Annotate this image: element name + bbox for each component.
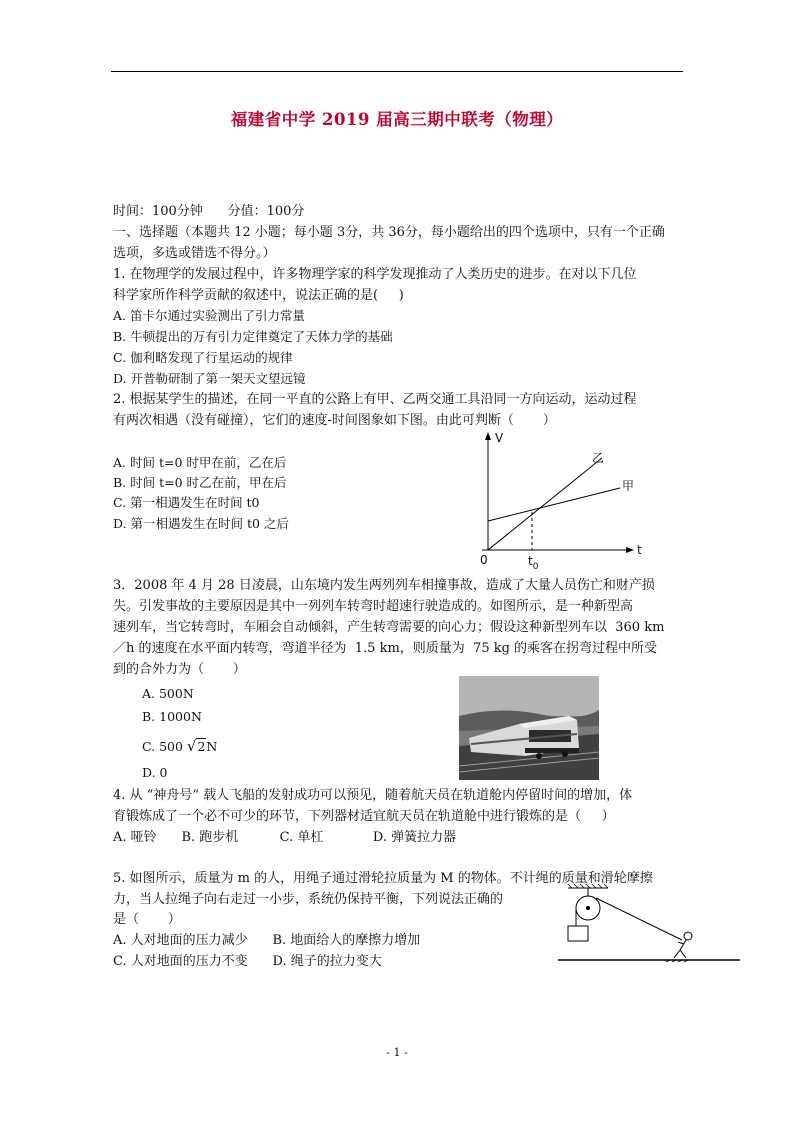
q3-stem-line3: 速列车，当它转弯时，车厢会自动倾斜，产生转弯需要的向心力；假设这种新型列车以 360 km [113,620,665,635]
q4-stem-line1: 4. 从 “神舟号” 载人飞船的发射成功可以预见，随着航天员在轨道舱内停留时间的增加，体 [113,788,633,803]
t0-label [528,554,539,572]
t-axis-arrow [626,547,634,553]
vt-graph [470,428,650,573]
q3-option-c-radicand: 2 [197,739,206,754]
q3-option-c-pre: C. 500 [142,739,187,754]
q2-option-a: A. 时间 t=0 时甲在前，乙在后 [113,455,287,470]
line-yi [488,458,602,550]
q2-stem-line2: 有两次相遇（没有碰撞），它们的速度-时间图象如下图。由此可判断（ ） [113,413,556,428]
q2-option-d: D. 第一相遇发生在时间 t0 之后 [113,516,289,531]
sqrt-symbol: √2 [186,737,206,755]
page-number: - 1 - [386,1046,408,1059]
exam-meta: 时间：100分钟 分值：100分 [113,204,305,219]
q1-stem-line1: 1. 在物理学的发展过程中，许多物理学家的科学发现推动了人类历史的进步。在对以下几位 [113,267,637,282]
q1-stem-line2: 科学家所作科学贡献的叙述中，说法正确的是( ) [113,288,404,303]
q5-stem-line2: 力，当人拉绳子向右走过一小步，系统仍保持平衡，下列说法正确的 [113,892,504,907]
t0-main: t [528,554,533,568]
q1-option-b: B. 牛顿提出的万有引力定律奠定了天体力学的基础 [113,329,393,344]
q5-stem-line1: 5. 如图所示，质量为 m 的人，用绳子通过滑轮拉质量为 M 的物体。不计绳的质量和滑轮摩擦 [113,871,653,886]
q1-option-a: A. 笛卡尔通过实验测出了引力常量 [113,308,305,323]
page-title: 福建省中学 2019 届高三期中联考（物理） [230,110,564,129]
section-intro-line2: 选项，多选或错选不得分。） [113,246,276,261]
q3-option-b: B. 1000N [142,709,202,724]
q5-stem-line3: 是（ ） [113,912,181,927]
t0-sub: 0 [532,562,539,572]
q3-option-c [142,737,217,756]
q3-stem-line2: 失。引发事故的主要原因是其中一列列车转弯时超速行驶造成的。如图所示，是一种新型高 [113,599,634,614]
v-label: V [495,431,504,445]
q5-options-ab: A. 人对地面的压力减少 B. 地面给人的摩擦力增加 [113,933,421,948]
q4-options: A. 哑铃 B. 跑步机 C. 单杠 D. 弹簧拉力器 [113,830,457,845]
origin-label: 0 [480,553,488,567]
person-body [674,940,686,958]
train-photo [459,676,599,780]
q3-option-a: A. 500N [142,686,194,701]
line-jia-label: 甲 [622,479,635,493]
q3-option-d: D. 0 [142,765,168,780]
q1-option-c: C. 伽利略发现了行星运动的规律 [113,350,293,365]
rope-incline [596,898,682,940]
section-intro-line1: 一、选择题（本题共 12 小题；每小题 3分，共 36分，每小题给出的四个选项中，只有一个正确 [113,225,665,240]
q2-option-c: C. 第一相遇发生在时间 t0 [113,495,260,510]
q1-option-d: D. 开普勒研制了第一架天文望远镜 [113,371,306,386]
q2-stem-line1: 2. 根据某学生的描述，在同一平直的公路上有甲、乙两交通工具沿同一方向运动，运动过程 [113,392,637,407]
t-label: t [637,543,642,557]
line-jia [488,488,620,521]
q4-stem-line2: 育锻炼成了一个必不可少的环节，下列器材适宜航天员在轨道舱中进行锻炼的是（ ） [113,809,615,824]
q3-stem-line4: ／h 的速度在水平面内转弯，弯道半径为 1.5 km，则质量为 75 kg 的乘客在拐弯过程中所受 [113,641,658,656]
q3-stem-line5: 到的合外力为（ ） [113,662,246,677]
header-rule [111,71,683,72]
q2-option-b: B. 时间 t=0 时乙在前，甲在后 [113,475,287,490]
line-yi-label: 乙 [592,451,605,465]
pulley-diagram [558,884,740,966]
q3-option-c-post: N [206,739,218,754]
block-M [568,926,588,941]
person-head [684,932,692,940]
q5-options-cd: C. 人对地面的压力不变 D. 绳子的拉力变大 [113,954,382,969]
v-axis-arrow [485,432,491,440]
q3-stem-line1: 3．2008 年 4 月 28 日凌晨，山东境内发生两列列车相撞事故，造成了大量人员伤亡和财产损 [113,578,655,593]
